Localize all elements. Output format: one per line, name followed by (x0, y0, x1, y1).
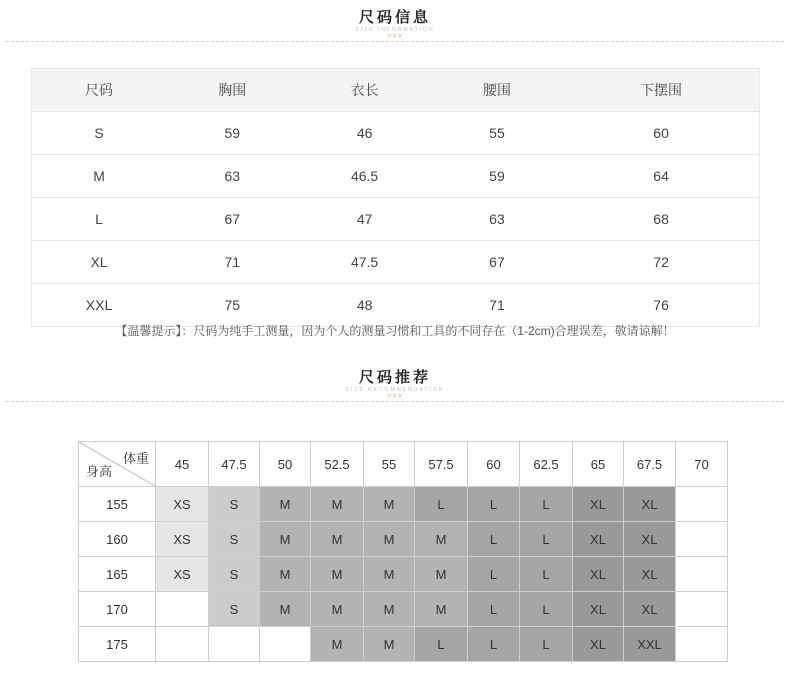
recommended-size-cell: L (468, 487, 520, 522)
measurement-cell: 68 (563, 198, 759, 241)
recommended-size-cell: M (260, 487, 311, 522)
measurement-cell: 46.5 (298, 155, 430, 198)
measurement-cell: 71 (166, 241, 298, 284)
recommended-size-cell: M (415, 557, 468, 592)
height-cell: 170 (79, 592, 156, 627)
measurement-cell: 46 (298, 112, 430, 155)
measurement-tip: 【温馨提示】：尺码为纯手工测量，因为个人的测量习惯和工具的不同存在（1-2cm)合理误差，敬请谅解！ (115, 324, 675, 338)
table-header-row (32, 69, 760, 112)
recommended-size-cell: L (520, 592, 573, 627)
height-cell: 165 (79, 557, 156, 592)
column-header: 衣长 (298, 69, 430, 112)
recommended-size-cell: XL (573, 557, 624, 592)
recommended-size-cell: XL (573, 487, 624, 522)
recommended-size-cell: XL (573, 592, 624, 627)
recommended-size-cell: M (260, 592, 311, 627)
recommended-size-cell: M (364, 522, 415, 557)
measurement-cell: 63 (431, 198, 563, 241)
table-row (32, 155, 760, 198)
recommended-size-cell: S (209, 592, 260, 627)
recommended-size-cell: M (415, 592, 468, 627)
measurement-cell: 60 (563, 112, 759, 155)
recommended-size-cell: XL (624, 522, 676, 557)
recommended-size-cell: XL (573, 522, 624, 557)
recommended-size-cell: L (468, 522, 520, 557)
size-cell: S (32, 112, 167, 155)
size-info-table (31, 68, 760, 327)
recommended-size-cell (156, 592, 209, 627)
recommended-size-cell: M (311, 627, 364, 662)
measurement-cell: 76 (563, 284, 759, 327)
recommended-size-cell: L (520, 557, 573, 592)
table-row (32, 241, 760, 284)
table-row (32, 198, 760, 241)
corner-cell (79, 442, 156, 487)
recommended-size-cell (676, 557, 728, 592)
recommended-size-cell: M (311, 487, 364, 522)
table-row (32, 112, 760, 155)
weight-label: 体重 (122, 451, 149, 466)
weight-header-cell: 55 (364, 442, 415, 487)
recommended-size-cell: M (311, 522, 364, 557)
recommended-size-cell: XL (624, 592, 676, 627)
recommended-size-cell: L (520, 487, 573, 522)
measurement-cell: 64 (563, 155, 759, 198)
measurement-cell: 47.5 (298, 241, 430, 284)
measurement-cell: 48 (298, 284, 430, 327)
weight-header-cell: 65 (573, 442, 624, 487)
column-header: 下摆围 (563, 69, 759, 112)
recommended-size-cell: XL (624, 557, 676, 592)
table-row (79, 592, 728, 627)
divider (6, 41, 784, 42)
recommended-size-cell: M (364, 627, 415, 662)
weight-header-cell: 52.5 (311, 442, 364, 487)
table-row (79, 522, 728, 557)
table-row (79, 627, 728, 662)
recommended-size-cell: L (520, 522, 573, 557)
divider (6, 401, 784, 402)
size-info-title: 尺码信息 (358, 9, 431, 26)
recommended-size-cell (676, 592, 728, 627)
recommended-size-cell: S (209, 522, 260, 557)
size-rec-header (0, 369, 790, 401)
weight-header-cell: 70 (676, 442, 728, 487)
recommended-size-cell: S (209, 557, 260, 592)
recommended-size-cell: XXL (624, 627, 676, 662)
table-row (32, 284, 760, 327)
size-cell: M (32, 155, 167, 198)
recommended-size-cell: S (209, 487, 260, 522)
recommended-size-cell: M (260, 522, 311, 557)
recommended-size-cell: M (260, 557, 311, 592)
recommended-size-cell: XS (156, 557, 209, 592)
recommended-size-cell: L (468, 627, 520, 662)
recommended-size-cell: M (311, 592, 364, 627)
weight-header-cell: 57.5 (415, 442, 468, 487)
recommended-size-cell: L (520, 627, 573, 662)
recommended-size-cell (209, 627, 260, 662)
measurement-cell: 55 (431, 112, 563, 155)
measurement-cell: 59 (431, 155, 563, 198)
recommended-size-cell: XL (624, 487, 676, 522)
recommended-size-cell: M (415, 522, 468, 557)
recommended-size-cell: L (468, 592, 520, 627)
weight-header-row (79, 442, 728, 487)
measurement-cell: 63 (166, 155, 298, 198)
column-header: 胸围 (166, 69, 298, 112)
size-info-arrows: >>> (387, 33, 403, 40)
size-info-subtitle: SIZE INFORMATION (355, 27, 435, 33)
recommended-size-cell: M (364, 592, 415, 627)
recommended-size-cell (676, 487, 728, 522)
recommended-size-cell (676, 522, 728, 557)
recommended-size-cell: M (364, 557, 415, 592)
measurement-cell: 67 (166, 198, 298, 241)
size-rec-subtitle: SIZE RECOMMENDATION (345, 387, 445, 393)
height-cell: 160 (79, 522, 156, 557)
recommended-size-cell: L (415, 627, 468, 662)
size-rec-arrows: >>> (387, 393, 403, 400)
height-label: 身高 (86, 464, 113, 479)
weight-header-cell: 60 (468, 442, 520, 487)
weight-header-cell: 47.5 (209, 442, 260, 487)
recommended-size-cell: M (311, 557, 364, 592)
weight-header-cell: 62.5 (520, 442, 573, 487)
measurement-cell: 71 (431, 284, 563, 327)
measurement-cell: 59 (166, 112, 298, 155)
recommended-size-cell: XS (156, 522, 209, 557)
recommended-size-cell: L (415, 487, 468, 522)
recommended-size-cell: M (364, 487, 415, 522)
size-cell: XL (32, 241, 167, 284)
size-recommendation-table (78, 441, 728, 662)
column-header: 腰围 (431, 69, 563, 112)
size-cell: L (32, 198, 167, 241)
recommended-size-cell (676, 627, 728, 662)
size-rec-title: 尺码推荐 (358, 369, 431, 386)
table-row (79, 557, 728, 592)
height-cell: 155 (79, 487, 156, 522)
recommended-size-cell (260, 627, 311, 662)
height-cell: 175 (79, 627, 156, 662)
column-header: 尺码 (32, 69, 167, 112)
recommended-size-cell: XS (156, 487, 209, 522)
weight-header-cell: 45 (156, 442, 209, 487)
measurement-cell: 72 (563, 241, 759, 284)
measurement-cell: 47 (298, 198, 430, 241)
size-info-header (0, 9, 790, 41)
recommended-size-cell: XL (573, 627, 624, 662)
measurement-cell: 75 (166, 284, 298, 327)
measurement-cell: 67 (431, 241, 563, 284)
recommended-size-cell: L (468, 557, 520, 592)
size-cell: XXL (32, 284, 167, 327)
weight-header-cell: 67.5 (624, 442, 676, 487)
recommended-size-cell (156, 627, 209, 662)
table-row (79, 487, 728, 522)
weight-header-cell: 50 (260, 442, 311, 487)
